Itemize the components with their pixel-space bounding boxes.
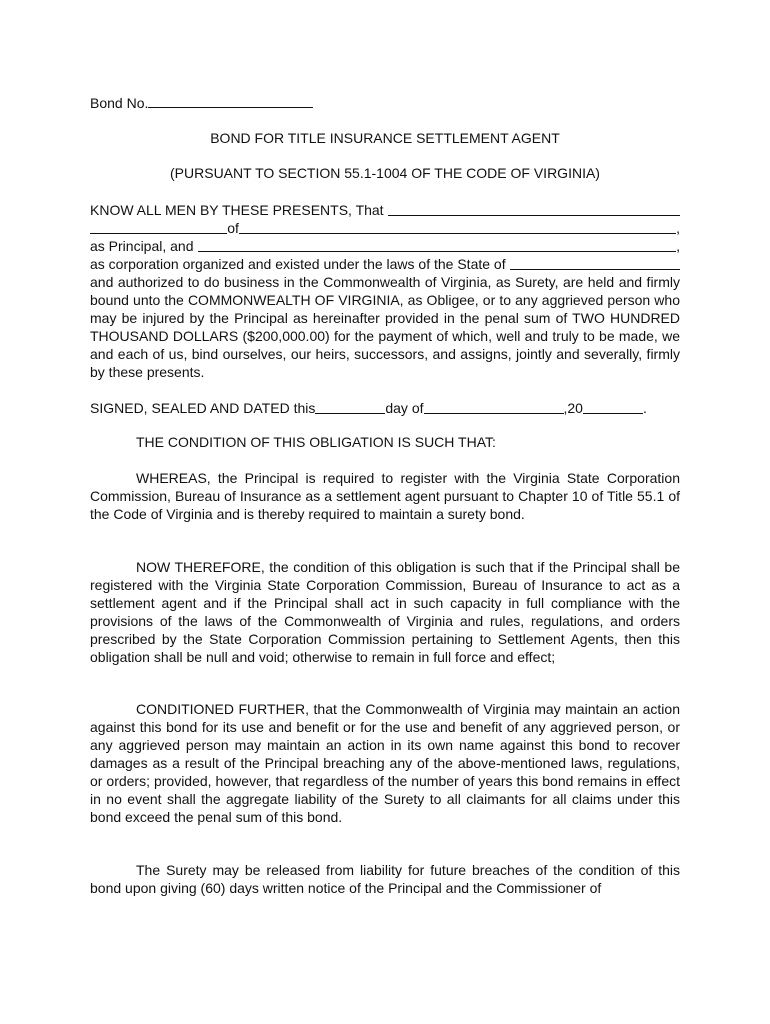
signed-date-row bbox=[90, 399, 680, 417]
corp-line-text: as corporation organized and existed under the laws of the State of bbox=[90, 256, 506, 272]
signed-label: SIGNED, SEALED AND DATED this bbox=[90, 400, 316, 416]
signed-period: . bbox=[642, 400, 647, 416]
principal-blank-left[interactable] bbox=[90, 219, 227, 234]
condition-heading: THE CONDITION OF THIS OBLIGATION IS SUCH THAT: bbox=[136, 434, 496, 450]
day-blank[interactable] bbox=[315, 399, 385, 414]
know-all-text: KNOW ALL MEN BY THESE PRESENTS, That bbox=[90, 202, 384, 218]
now-therefore-paragraph: NOW THEREFORE, the condition of this obligation is such that if the Principal shall be registered with the Virginia State Corporation Commission, Bureau of Insurance to act as a settlement agent and if the Principal shall act in such capacity in full compliance with the provisions of the laws of the Commonwealth of Virginia and rules, regulations, and orders prescribed by the State Corporation Commission pertaining to Settlement Agents, then this obligation shall be null and void; otherwise to remain in full force and effect; bbox=[90, 559, 680, 665]
surety-state-blank[interactable] bbox=[510, 255, 680, 270]
comma-2: , bbox=[676, 238, 680, 254]
comma-1: , bbox=[676, 220, 681, 236]
surety-release-paragraph: The Surety may be released from liability for future breaches of the condition of this bond upon giving (60) days written notice of the Principal and the Commissioner of bbox=[90, 862, 680, 896]
principal-name-row bbox=[90, 201, 680, 219]
month-blank[interactable] bbox=[424, 399, 564, 414]
document-subtitle: (PURSUANT TO SECTION 55.1-1004 OF THE CODE OF VIRGINIA) bbox=[170, 165, 600, 181]
year-prefix: ,20 bbox=[563, 400, 583, 416]
year-blank[interactable] bbox=[583, 399, 643, 414]
principal-location-blank[interactable] bbox=[239, 219, 676, 234]
conditioned-further-paragraph: CONDITIONED FURTHER, that the Commonwealth of Virginia may maintain an action against this bond for its use and benefit or for the use and benefit of any aggrieved person, or any aggrieved person may maintain an action in its own name against this bond to recover damages as a result of the Principal breaching any of the above-mentioned laws, regulations, or orders; provided, however, that regardless of the number of years this bond remains in effect in no event shall the aggregate liability of the Surety to all claimants for all claims under this bond exceed the penal sum of this bond. bbox=[90, 701, 680, 825]
document-page bbox=[90, 0, 680, 1024]
day-of-label: day of bbox=[385, 400, 424, 416]
whereas-paragraph: WHEREAS, the Principal is required to register with the Virginia State Corporation Commission, Bureau of Insurance as a settlement agent pursuant to Chapter 10 of Title 55.1 of the Code of Virginia and is thereby required to maintain a surety bond. bbox=[90, 470, 680, 522]
document-title: BOND FOR TITLE INSURANCE SETTLEMENT AGENT bbox=[210, 130, 560, 146]
surety-name-blank[interactable] bbox=[198, 237, 677, 252]
of-label: of bbox=[227, 220, 239, 236]
principal-name-blank[interactable] bbox=[388, 201, 680, 216]
as-principal-text: as Principal, and bbox=[90, 238, 194, 254]
surety-name-row bbox=[90, 237, 680, 255]
surety-state-row bbox=[90, 255, 680, 273]
bond-number-label: Bond No. bbox=[90, 95, 149, 111]
principal-address-row bbox=[90, 219, 680, 237]
bond-number-line bbox=[90, 93, 680, 112]
bond-number-blank[interactable] bbox=[148, 93, 313, 108]
bond-obligation-paragraph: and authorized to do business in the Commonwealth of Virginia, as Surety, are held and firmly bound unto the COMMONWEALTH OF VIRGINIA, as Obligee, or to any aggrieved person who may be injured by the Principal as hereinafter provided in the penal sum of TWO HUNDRED THOUSAND DOLLARS ($200,000.00) for the payment of which, well and truly to be made, we and each of us, bind ourselves, our heirs, successors, and assigns, jointly and severally, firmly by these presents. bbox=[90, 274, 680, 380]
